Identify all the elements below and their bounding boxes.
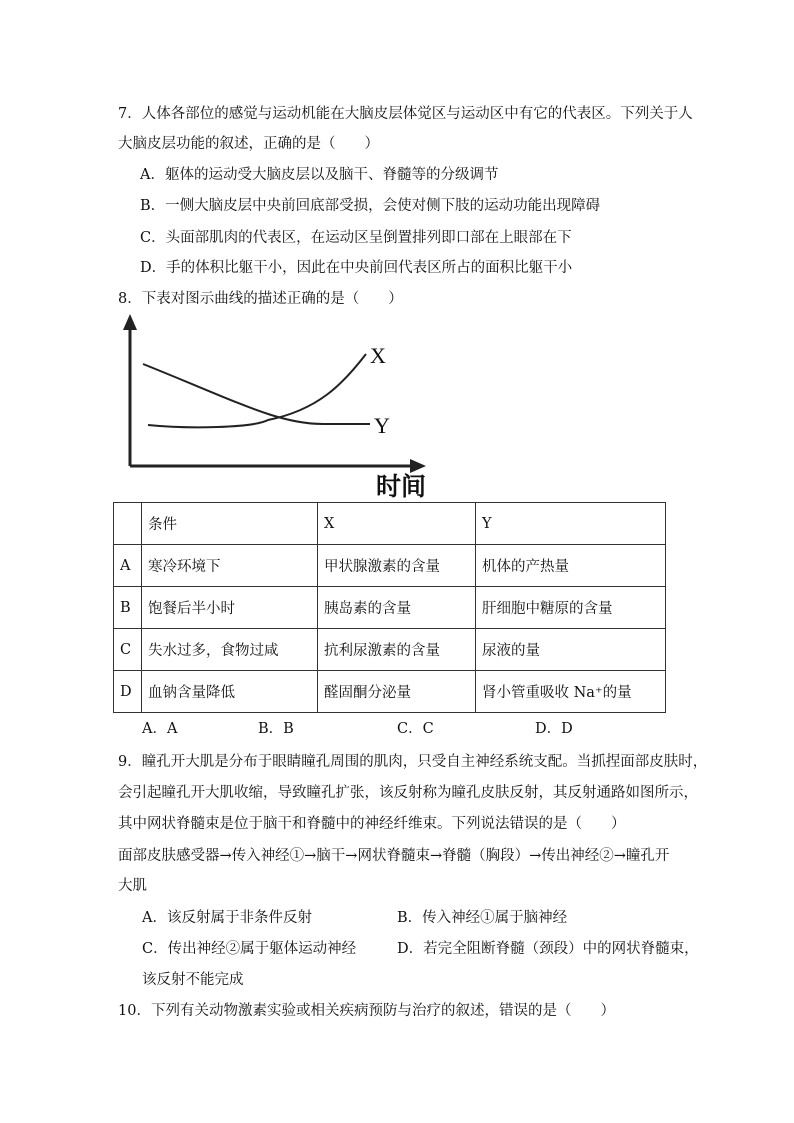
table-cell: 失水过多，食物过咸 (142, 629, 318, 671)
table-row (114, 587, 666, 629)
table-row (114, 629, 666, 671)
table-header-row (114, 503, 666, 545)
table-cell: 醛固酮分泌量 (318, 671, 476, 713)
q10-stem: 10．下列有关动物激素实验或相关疾病预防与治疗的叙述，错误的是（ ） (118, 1003, 615, 1019)
curve-y-label: Y (374, 413, 390, 438)
q7-option-d: D．手的体积比躯干小，因此在中央前回代表区所占的面积比躯干小 (140, 260, 573, 276)
y-axis-arrow (123, 314, 137, 330)
q9-option-d-line2: 该反射不能完成 (142, 972, 244, 988)
q8-choice-d: D．D (535, 721, 573, 737)
x-axis-arrow (410, 459, 426, 473)
table-cell: 血钠含量降低 (142, 671, 318, 713)
q8-curve-graph (118, 312, 438, 502)
table-cell: 机体的产热量 (476, 545, 666, 587)
q9-option-b: B．传入神经①属于脑神经 (397, 910, 568, 926)
table-cell: 抗利尿激素的含量 (318, 629, 476, 671)
q9-pathway-line1: 面部皮肤感受器→传入神经①→脑干→网状脊髓束→脊髓（胸段）→传出神经②→瞳孔开 (118, 848, 670, 864)
q9-option-c: C．传出神经②属于躯体运动神经 (142, 941, 357, 957)
table-row (114, 545, 666, 587)
table-cell: B (114, 587, 142, 629)
q8-choice-c: C．C (397, 721, 434, 737)
q7-option-b: B．一侧大脑皮层中央前回底部受损，会使对侧下肢的运动功能出现障碍 (140, 198, 601, 214)
q9-stem-line3: 其中网状脊髓束是位于脑干和脊髓中的神经纤维束。下列说法错误的是（ ） (118, 816, 626, 832)
q8-stem: 8．下表对图示曲线的描述正确的是（ ） (118, 291, 403, 307)
q9-option-d-line1: D．若完全阻断脊髓（颈段）中的网状脊髓束， (397, 941, 699, 957)
x-axis-label: 时间 (376, 472, 427, 501)
q7-option-a: A．躯体的运动受大脑皮层以及脑干、脊髓等的分级调节 (140, 167, 499, 183)
table-cell: X (318, 503, 476, 545)
table-cell: Y (476, 503, 666, 545)
curve-x (148, 354, 366, 427)
table-cell: 寒冷环境下 (142, 545, 318, 587)
q9-stem-line2: 会引起瞳孔开大肌收缩，导致瞳孔扩张，该反射称为瞳孔皮肤反射，其反射通路如图所示， (118, 785, 698, 801)
q9-option-a: A．该反射属于非条件反射 (142, 910, 312, 926)
q7-stem-line2: 大脑皮层功能的叙述，正确的是（ ） (118, 136, 379, 152)
q9-stem-line1: 9．瞳孔开大肌是分布于眼睛瞳孔周围的肌肉，只受自主神经系统支配。当抓捏面部皮肤时， (118, 754, 708, 770)
q7-option-c: C．头面部肌肉的代表区，在运动区呈倒置排列即口部在上眼部在下 (140, 230, 572, 246)
q8-choice-b: B．B (258, 721, 294, 737)
table-cell: 甲状腺激素的含量 (318, 545, 476, 587)
table-cell: D (114, 671, 142, 713)
curve-y (143, 364, 370, 424)
table-cell: 饱餐后半小时 (142, 587, 318, 629)
table-cell (114, 503, 142, 545)
curve-x-label: X (370, 343, 386, 368)
table-cell: C (114, 629, 142, 671)
table-cell: A (114, 545, 142, 587)
q7-stem-line1: 7．人体各部位的感觉与运动机能在大脑皮层体觉区与运动区中有它的代表区。下列关于人 (118, 106, 693, 122)
table-cell: 胰岛素的含量 (318, 587, 476, 629)
q9-pathway-line2: 大肌 (118, 878, 147, 894)
table-cell: 尿液的量 (476, 629, 666, 671)
table-cell: 条件 (142, 503, 318, 545)
table-cell: 肾小管重吸收 Na⁺的量 (476, 671, 666, 713)
q8-options-table (113, 502, 666, 713)
table-cell: 肝细胞中糖原的含量 (476, 587, 666, 629)
table-row (114, 671, 666, 713)
q8-choice-a: A．A (142, 721, 178, 737)
